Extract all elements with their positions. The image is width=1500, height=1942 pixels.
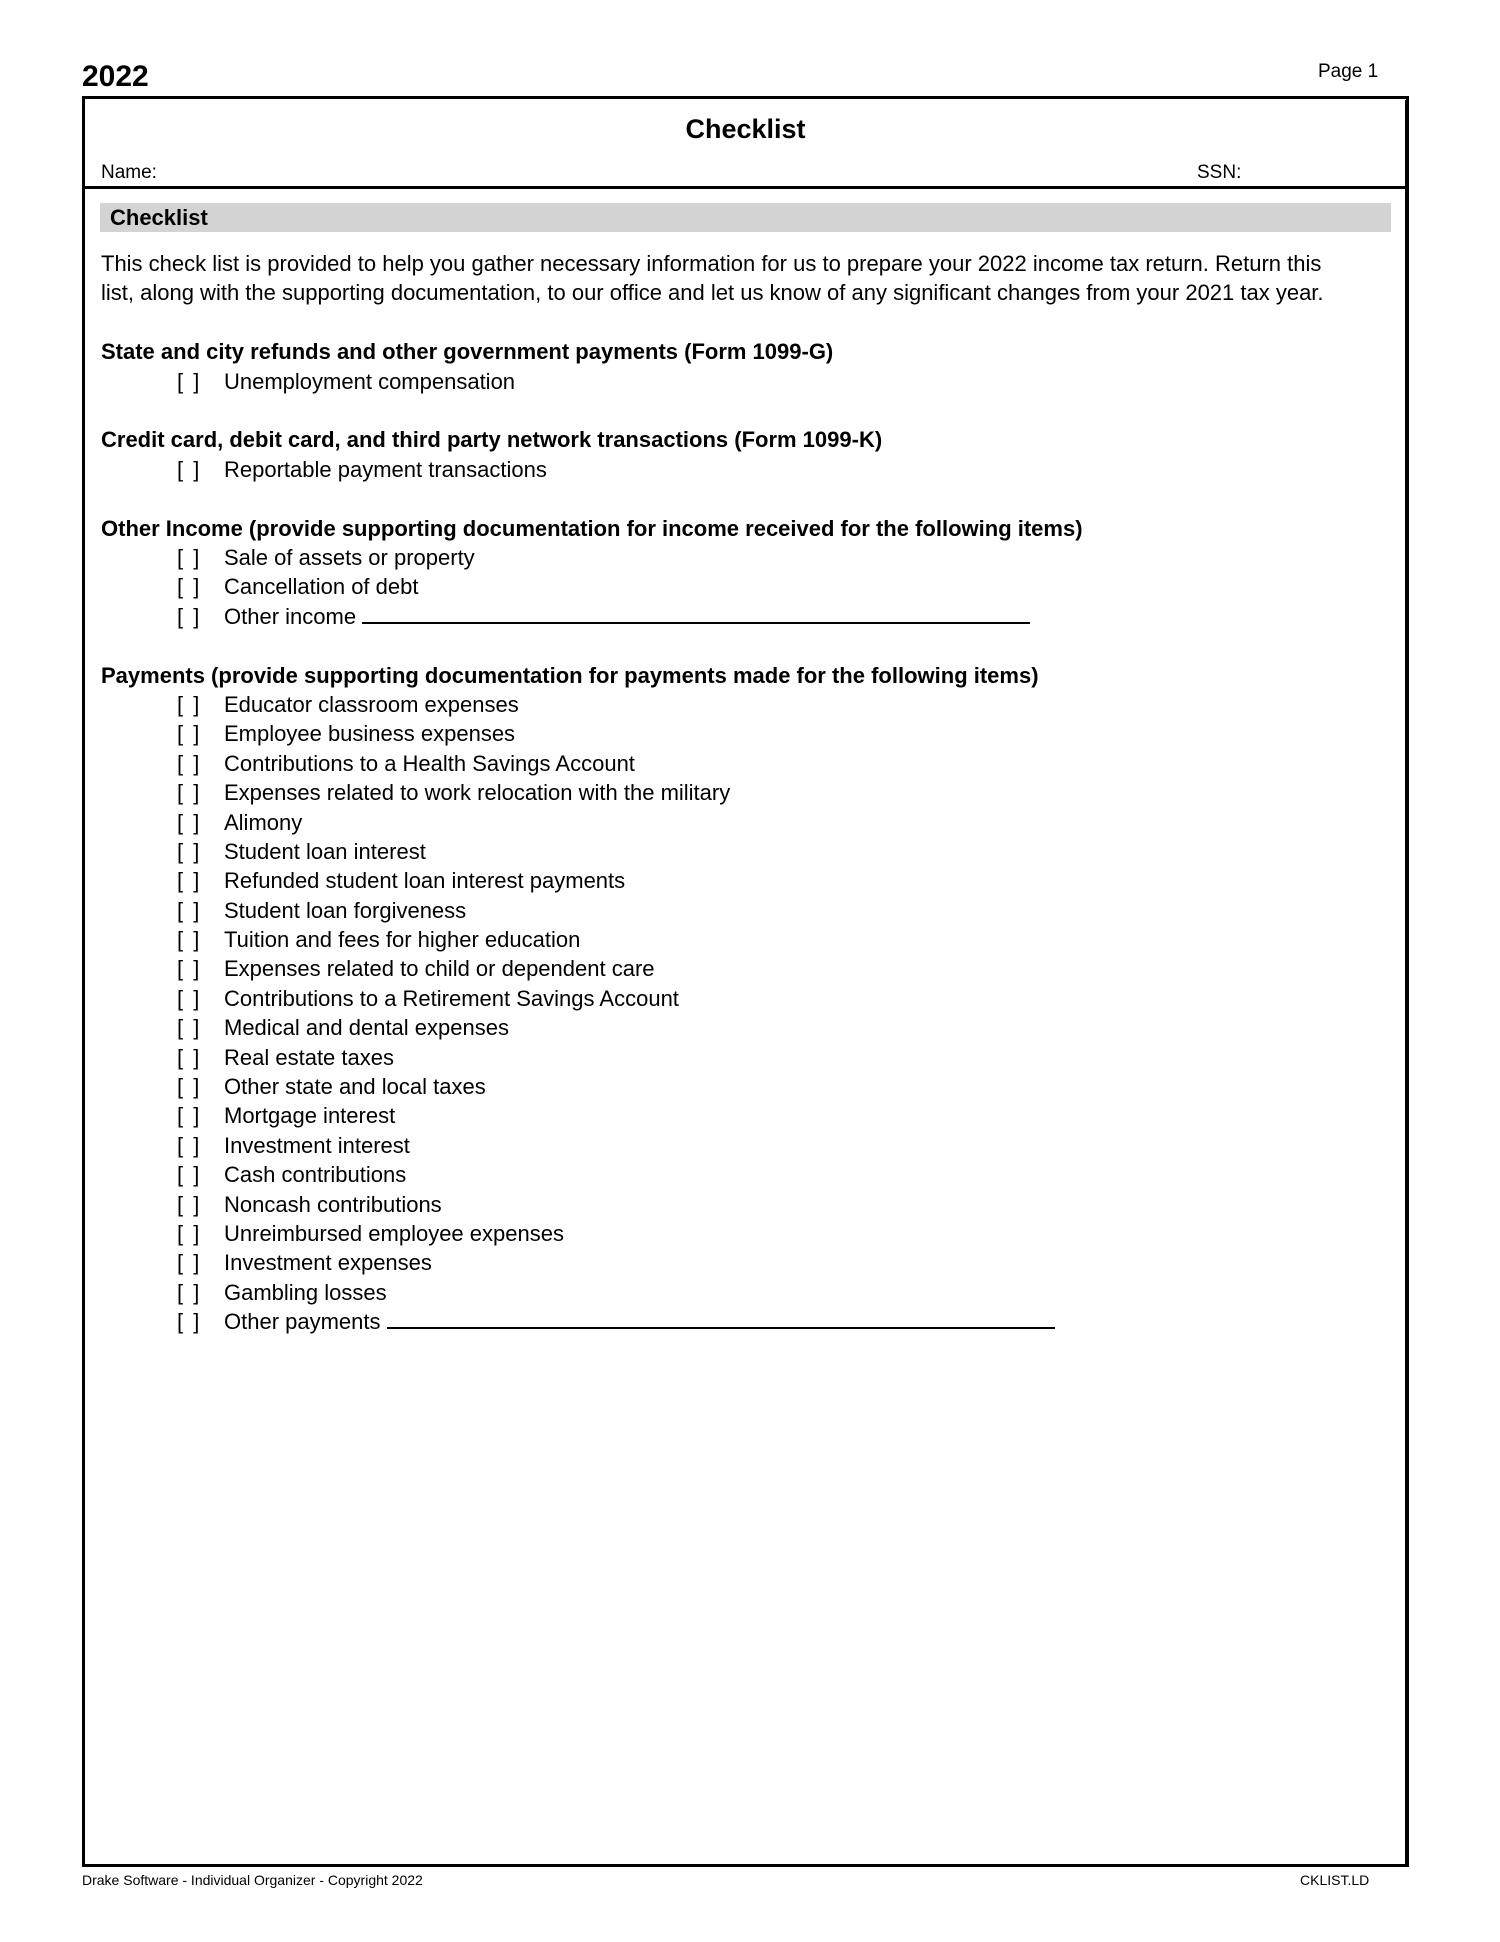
checklist-item — [101, 1013, 1361, 1042]
checklist-item — [101, 866, 1361, 895]
checklist-item-label — [224, 925, 580, 954]
group-heading: Credit card, debit card, and third party network transactions (Form 1099-K) — [101, 427, 883, 453]
form-frame — [82, 96, 1409, 1867]
checklist-item — [101, 690, 1361, 719]
checklist-item-label — [224, 543, 475, 572]
checklist-item-label — [224, 455, 547, 484]
checklist-item-label — [224, 1131, 410, 1160]
checklist-item — [101, 837, 1361, 866]
checkbox-icon[interactable]: [ ] — [177, 721, 202, 747]
checklist-item-label — [224, 749, 635, 778]
checklist-item — [101, 1043, 1361, 1072]
checkbox-icon[interactable]: [ ] — [177, 603, 202, 629]
item-text: Investment expenses — [224, 1250, 432, 1276]
item-text: Refunded student loan interest payments — [224, 868, 626, 894]
item-text: Reportable payment transactions — [224, 456, 547, 482]
item-text: Medical and dental expenses — [224, 1015, 509, 1041]
item-text: Other state and local taxes — [224, 1074, 486, 1100]
checklist-item-label — [224, 1072, 486, 1101]
checkbox-icon[interactable]: [ ] — [177, 574, 202, 600]
checklist-item — [101, 808, 1361, 837]
checklist-item-label — [224, 602, 1030, 631]
page-number: Page 1 — [1318, 61, 1379, 82]
item-text: Alimony — [224, 809, 303, 835]
checkbox-icon[interactable]: [ ] — [177, 456, 202, 482]
item-text: Educator classroom expenses — [224, 691, 519, 717]
item-text: Investment interest — [224, 1132, 410, 1158]
checklist-item-label — [224, 778, 730, 807]
checklist-item — [101, 572, 1361, 601]
checklist-item — [101, 1307, 1361, 1336]
checkbox-icon[interactable]: [ ] — [177, 1220, 202, 1246]
checklist-item — [101, 749, 1361, 778]
checklist-item-label — [224, 1248, 432, 1277]
checklist-item-label — [224, 367, 515, 396]
checkbox-icon[interactable]: [ ] — [177, 1103, 202, 1129]
item-text: Cancellation of debt — [224, 574, 419, 600]
checklist-item — [101, 1160, 1361, 1189]
checklist-item-label — [224, 1278, 387, 1307]
write-in-line[interactable] — [387, 1307, 1055, 1329]
checkbox-icon[interactable]: [ ] — [177, 1191, 202, 1217]
checklist-item — [101, 1190, 1361, 1219]
checklist-item-label — [224, 572, 418, 601]
checkbox-icon[interactable]: [ ] — [177, 1250, 202, 1276]
checklist-item — [101, 1248, 1361, 1277]
checklist-item-label — [224, 719, 515, 748]
footer-form-code: CKLIST.LD — [1300, 1872, 1370, 1888]
group-heading: State and city refunds and other government payments (Form 1099-G) — [101, 339, 834, 365]
checkbox-icon[interactable]: [ ] — [177, 897, 202, 923]
checklist-item-label — [224, 808, 302, 837]
checklist-item-label — [224, 896, 466, 925]
checklist-item-label — [224, 1043, 394, 1072]
checklist-item-label — [224, 1160, 406, 1189]
item-text: Student loan interest — [224, 838, 426, 864]
item-text: Unreimbursed employee expenses — [224, 1220, 564, 1246]
checkbox-icon[interactable]: [ ] — [177, 838, 202, 864]
section-header-label: Checklist — [110, 205, 208, 230]
checklist-item — [101, 543, 1361, 572]
name-field-label: Name: — [101, 162, 157, 183]
item-text: Student loan forgiveness — [224, 897, 467, 923]
checkbox-icon[interactable]: [ ] — [177, 868, 202, 894]
item-text: Other payments — [224, 1309, 381, 1335]
checklist-item — [101, 778, 1361, 807]
checklist-groups — [101, 337, 1361, 1336]
checklist-item — [101, 455, 1361, 484]
checkbox-icon[interactable]: [ ] — [177, 1309, 202, 1335]
checkbox-icon[interactable]: [ ] — [177, 691, 202, 717]
ssn-field-label: SSN: — [1197, 162, 1242, 183]
checklist-item-label — [224, 1307, 1055, 1336]
intro-paragraph: This check list is provided to help you gather necessary information for us to prepare your 2022 income tax return. Return this list, along with the supporting documentation, to our office and let us know of any significant changes from your 2021 tax year. — [101, 251, 1324, 306]
checkbox-icon[interactable]: [ ] — [177, 985, 202, 1011]
checkbox-icon[interactable]: [ ] — [177, 1132, 202, 1158]
checkbox-icon[interactable]: [ ] — [177, 1279, 202, 1305]
item-text: Sale of assets or property — [224, 544, 475, 570]
checklist-group — [101, 425, 1361, 484]
item-text: Mortgage interest — [224, 1103, 396, 1129]
checklist-item-label — [224, 690, 519, 719]
checklist-content — [101, 249, 1361, 1366]
item-text: Expenses related to work relocation with the military — [224, 780, 731, 806]
tax-year: 2022 — [82, 60, 149, 93]
item-text: Cash contributions — [224, 1162, 407, 1188]
checklist-item — [101, 1278, 1361, 1307]
checklist-item-label — [224, 1190, 442, 1219]
item-text: Unemployment compensation — [224, 368, 516, 394]
checkbox-icon[interactable]: [ ] — [177, 544, 202, 570]
checklist-item — [101, 602, 1361, 631]
checklist-item — [101, 1072, 1361, 1101]
checklist-item — [101, 925, 1361, 954]
checkbox-icon[interactable]: [ ] — [177, 1162, 202, 1188]
checkbox-icon[interactable]: [ ] — [177, 1015, 202, 1041]
checkbox-icon[interactable]: [ ] — [177, 368, 202, 394]
checklist-item-label — [224, 1219, 564, 1248]
checklist-item-label — [224, 837, 426, 866]
checklist-item — [101, 984, 1361, 1013]
checklist-group — [101, 514, 1361, 632]
checklist-item — [101, 367, 1361, 396]
item-text: Contributions to a Retirement Savings Account — [224, 985, 679, 1011]
write-in-line[interactable] — [362, 602, 1030, 624]
checkbox-icon[interactable]: [ ] — [177, 809, 202, 835]
checkbox-icon[interactable]: [ ] — [177, 1044, 202, 1070]
item-text: Noncash contributions — [224, 1191, 442, 1217]
checklist-item-label — [224, 984, 679, 1013]
checklist-item — [101, 1219, 1361, 1248]
checklist-item-label — [224, 866, 625, 895]
group-heading: Other Income (provide supporting documentation for income received for the following items) — [101, 515, 1083, 541]
checklist-item — [101, 896, 1361, 925]
item-text: Employee business expenses — [224, 721, 516, 747]
checklist-item — [101, 1101, 1361, 1130]
item-text: Contributions to a Health Savings Account — [224, 750, 635, 776]
checklist-item — [101, 719, 1361, 748]
checklist-item-label — [224, 1101, 395, 1130]
group-heading: Payments (provide supporting documentation for payments made for the following items) — [101, 662, 1039, 688]
item-text: Other income — [224, 603, 357, 629]
item-text: Expenses related to child or dependent care — [224, 956, 655, 982]
checkbox-icon[interactable]: [ ] — [177, 927, 202, 953]
checkbox-icon[interactable]: [ ] — [177, 956, 202, 982]
item-text: Tuition and fees for higher education — [224, 927, 581, 953]
checkbox-icon[interactable]: [ ] — [177, 1074, 202, 1100]
checklist-group — [101, 337, 1361, 396]
checklist-item-label — [224, 1013, 509, 1042]
form-title: Checklist — [685, 114, 806, 144]
footer-copyright: Drake Software - Individual Organizer - Copyright 2022 — [82, 1872, 423, 1888]
section-header-bar — [100, 203, 1391, 232]
checkbox-icon[interactable]: [ ] — [177, 780, 202, 806]
item-text: Gambling losses — [224, 1279, 387, 1305]
checklist-item — [101, 1131, 1361, 1160]
checklist-item — [101, 954, 1361, 983]
item-text: Real estate taxes — [224, 1044, 394, 1070]
checkbox-icon[interactable]: [ ] — [177, 750, 202, 776]
checklist-item-label — [224, 954, 655, 983]
header-divider — [85, 186, 1406, 189]
checklist-group — [101, 661, 1361, 1337]
